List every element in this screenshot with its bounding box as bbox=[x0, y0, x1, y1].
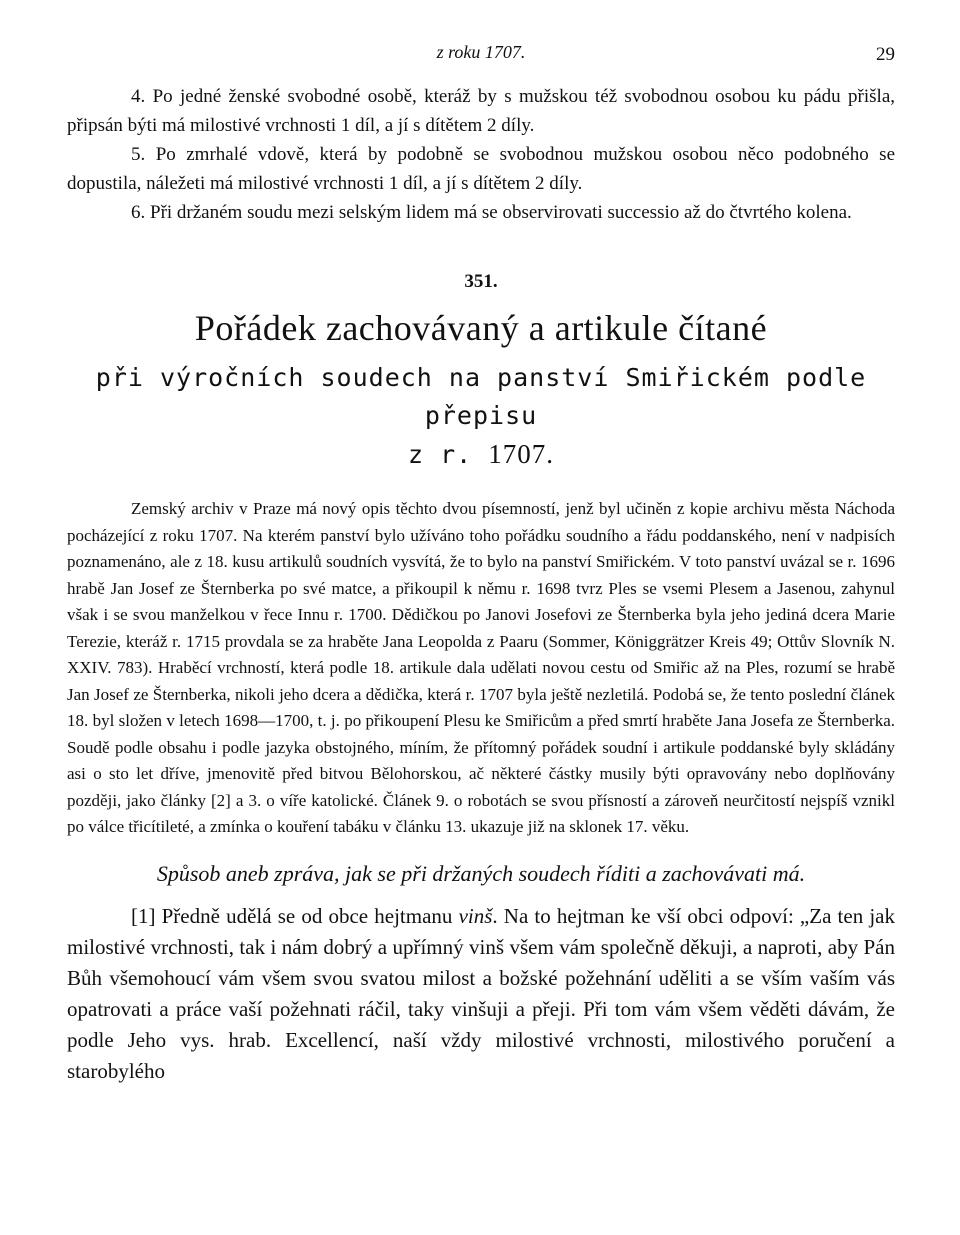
paragraph-item-4: 4. Po jedné ženské svobodné osobě, kteráž by s mužskou též svobodnou osobou ku pádu přišla, připsán býti má milostivé vrchnosti 1 díl, a jí s dítětem 2 díly. bbox=[67, 86, 895, 136]
article-1-text-start: [1] Předně udělá se od obce hejtmanu bbox=[131, 903, 459, 928]
document-subtitle bbox=[67, 359, 895, 474]
article-1-text bbox=[67, 901, 895, 1087]
document-title: Pořádek zachovávaný a artikule čítané bbox=[194, 308, 768, 348]
paragraph-item-5: 5. Po zmrhalé vdově, která by podobně se svobodnou mužskou osobou něco podobného se dopustila, náležeti má milostivé vrchnosti 1 díl, a jí s dítětem 2 díly. bbox=[67, 144, 895, 194]
subtitle-line-1: při výročních soudech na panství Smiřickém podle přepisu bbox=[95, 363, 867, 430]
subtitle-prefix: z r. bbox=[407, 440, 473, 469]
document-page bbox=[67, 40, 895, 1108]
section-heading: Spůsob aneb zpráva, jak se při držaných soudech říditi a zachovávati má. bbox=[156, 860, 806, 886]
article-1-emphasis: vinš bbox=[458, 903, 493, 928]
editorial-introduction: Zemský archiv v Praze má nový opis těchto dvou písemností, jenž byl učiněn z kopie archivu města Náchoda pocházející z roku 1707. Na kterém panství bylo užíváno toho pořádku soudního a řádu poddanského, není v nadpisích poznamenáno, ale z 18. kusu artikulů soudních vysvítá, že to bylo na panství Smiřickém. V toto panství uvázal se r. 1696 hrabě Jan Josef ze Šternberka po své matce, a přikoupil k němu r. 1698 tvrz Ples se vsemi Plesem a Jasenou, zahynul však i se svou manželkou v řece Innu r. 1700. Dědičkou po Janovi Josefovi ze Šternberka byla jeho jediná dcera Marie Terezie, kteráž r. 1715 provdala se za hraběte Jana Leopolda z Paaru (Sommer, Königgrätzer Kreis 49; Ottův Slovník N. XXIV. 783). Hraběcí vrchností, která podle 18. artikule dala udělati novou cestu od Smiřic až na Ples, rozumí se hrabě Jan Josef ze Šternberka, nikoli jeho dcera a dědička, která r. 1707 byla ještě nezletilá. Podobá se, že tento poslední článek 18. byl složen v letech 1698—1700, t. j. po přikoupení Plesu ke Smiřicům a před smrtí hraběte Jana Josefa ze Šternberka. Soudě podle obsahu i podle jazyka obstojného, míním, že přítomný pořádek soudní i artikule poddanské byly skládány asi o sto let dříve, jmenovitě před bitvou Bělohorskou, ač některé částky musily býti opravovány nebo doplňovány později, jako články [2] a 3. o víře katolické. Článek 9. o robotách se svou přísností a zároveň neurčitostí nejspíš vznikl po válce třicítileté, a zmínka o kouření tabáku v článku 13. ukazuje již na sklonek 17. věku. bbox=[67, 499, 895, 836]
subtitle-year: 1707. bbox=[488, 439, 555, 469]
article-1-text-end: . Na to hejtman ke vší obci odpoví: „Za ten jak milostivé vrchnosti, tak i nám dobrý a upřímný vinš všem vám společně děkuji, a naproti, aby Pán Bůh všemohoucí vám všem svou svatou milost a božské požehnání uděliti a se vším vaším vás opatrovati a práce vaší požehnati ráčil, taky vinšuji a přeji. Při tom vám všem věděti dávám, že podle Jeho vys. hrab. Excellencí, naší vždy milostivé vrchnosti, milostivého poručení a starobylého bbox=[67, 903, 895, 1083]
running-title: z roku 1707. bbox=[436, 42, 526, 62]
document-number: 351. bbox=[464, 271, 498, 292]
subtitle-line-2 bbox=[67, 435, 895, 474]
running-header bbox=[67, 40, 895, 66]
paragraph-item-6: 6. Při držaném soudu mezi selským lidem má se observirovati successio až do čtvrtého kolena. bbox=[131, 202, 852, 223]
page-number: 29 bbox=[876, 44, 895, 65]
